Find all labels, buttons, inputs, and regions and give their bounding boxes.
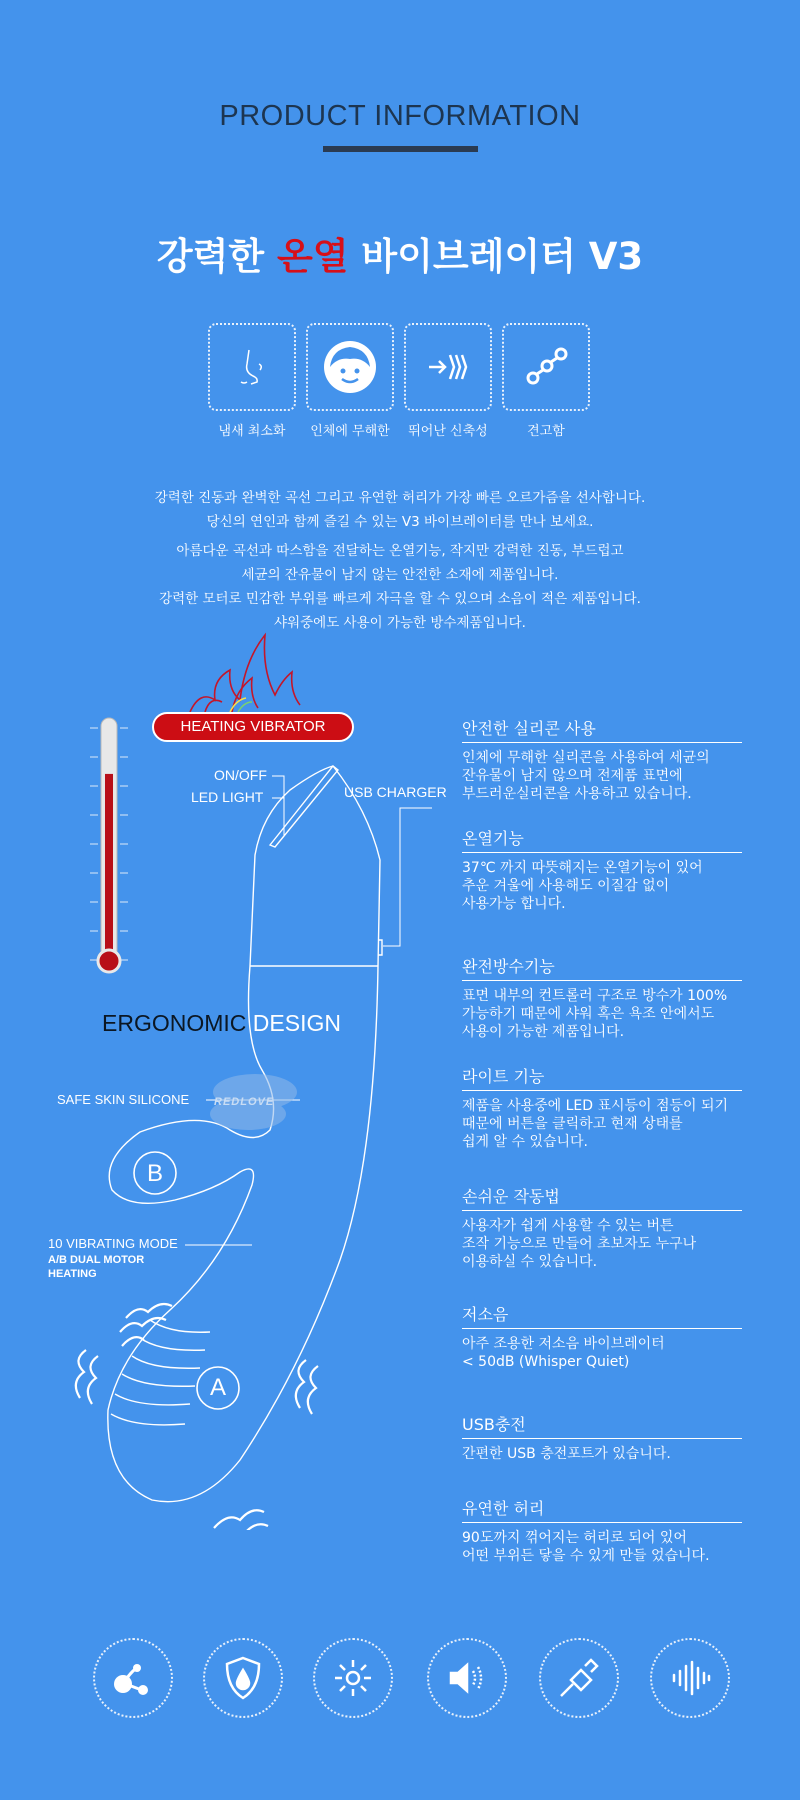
heating-label: HEATING <box>48 1268 97 1280</box>
flexible-joint-icon <box>93 1638 173 1718</box>
ergonomic-design-label <box>102 1010 341 1037</box>
section-title: PRODUCT INFORMATION <box>219 100 581 132</box>
heating-vibrator-badge: HEATING VIBRATOR <box>152 712 354 742</box>
feature-desc: 37℃ 까지 따뜻해지는 온열기능이 있어 추운 겨울에 사용해도 이질감 없이 사용가능 합니다. <box>462 860 703 912</box>
motor-b-marker: B <box>146 1160 163 1187</box>
feature-title: 손쉬운 작동법 <box>462 1184 742 1211</box>
flame-icon <box>190 635 300 712</box>
intro-line-4: 세균의 잔유물이 남지 않는 안전한 소재에 제품입니다. <box>241 567 559 583</box>
feature-heating <box>462 826 742 913</box>
feature-desc: 아주 조용한 저소음 바이브레이터 < 50dB (Whisper Quiet) <box>462 1336 665 1370</box>
feature-light <box>462 1064 742 1151</box>
feature-title: 라이트 기능 <box>462 1064 742 1091</box>
usb-plug-icon <box>539 1638 619 1718</box>
usb-charger-label: USB CHARGER <box>344 784 447 800</box>
thermometer-icon <box>98 718 120 972</box>
feature-label-3: 뛰어난 신축성 <box>408 424 488 439</box>
led-light-label: LED LIGHT <box>191 789 264 805</box>
intro-line-6: 샤워중에도 사용이 가능한 방수제품입니다. <box>274 615 526 631</box>
safe-skin-label: SAFE SKIN SILICONE <box>57 1092 190 1107</box>
section-title-underline <box>323 146 478 152</box>
feature-waterproof <box>462 954 742 1041</box>
intro-line-1: 강력한 진동과 완벽한 곡선 그리고 유연한 허리가 가장 빠른 오르가즘을 선사합니다. <box>154 490 646 506</box>
feature-title: 유연한 허리 <box>462 1496 742 1523</box>
feature-low-noise <box>462 1302 742 1371</box>
feature-easy-operation <box>462 1184 742 1271</box>
motor-a-marker: A <box>209 1374 226 1401</box>
intro-line-5: 강력한 모터로 민감한 부위를 빠르게 자극을 할 수 있으며 소음이 적은 제품입니다. <box>159 591 641 607</box>
feature-title: USB충전 <box>462 1412 742 1439</box>
feature-desc: 표면 내부의 컨트롤러 구조로 방수가 100% 가능하기 때문에 샤워 혹은 욕조 안에서도 사용이 가능한 제품입니다. <box>462 988 728 1040</box>
feature-title: 저소음 <box>462 1302 742 1329</box>
feature-silicone <box>462 716 742 803</box>
intro-line-2: 당신의 연인과 함께 즐길 수 있는 V3 바이브레이터를 만나 보세요. <box>206 514 594 530</box>
dual-motor-label: A/B DUAL MOTOR <box>48 1254 145 1266</box>
light-icon <box>313 1638 393 1718</box>
on-off-label: ON/OFF <box>214 767 267 783</box>
intro-line-3: 아름다운 곡선과 따스함을 전달하는 온열기능, 작지만 강력한 진동, 부드럽고 <box>176 543 624 559</box>
feature-title: 완전방수기능 <box>462 954 742 981</box>
feature-label-2: 인체에 무해한 <box>310 424 390 439</box>
feature-title: 안전한 실리콘 사용 <box>462 716 742 743</box>
feature-desc: 90도까지 꺾어지는 허리로 되어 있어 어떤 부위든 닿을 수 있게 만들 었습니다. <box>462 1530 710 1564</box>
ergonomic-word: ERGONOMIC <box>102 1010 247 1036</box>
feature-flexible <box>462 1496 742 1565</box>
feature-desc: 제품을 사용중에 LED 표시등이 점등이 되기 때문에 버튼을 클릭하고 현재 상태를 쉽게 알 수 있습니다. <box>462 1098 729 1150</box>
feature-desc: 인체에 무해한 실리콘을 사용하여 세균의 잔유물이 남지 않으며 전제품 표면에 부드러운실리콘을 사용하고 있습니다. <box>462 750 710 802</box>
waterproof-shield-icon <box>203 1638 283 1718</box>
nose-icon <box>208 323 296 411</box>
feature-usb <box>462 1412 742 1463</box>
title-suffix: 바이브레이터 V3 <box>348 235 644 278</box>
sound-wave-icon <box>650 1638 730 1718</box>
feature-desc: 사용자가 쉽게 사용할 수 있는 버튼 조작 기능으로 만들어 초보자도 누구나 이용하실 수 있습니다. <box>462 1218 697 1270</box>
elastic-arrow-icon <box>404 323 492 411</box>
title-prefix: 강력한 <box>156 235 277 278</box>
feature-desc: 간편한 USB 충전포트가 있습니다. <box>462 1446 671 1462</box>
smile-face-icon <box>306 323 394 411</box>
title-highlight: 온열 <box>277 235 349 278</box>
design-word: DESIGN <box>252 1010 341 1036</box>
vibrator-outline <box>108 766 382 1502</box>
feature-title: 온열기능 <box>462 826 742 853</box>
feature-label-4: 견고함 <box>527 424 565 439</box>
chain-link-icon <box>502 323 590 411</box>
watermark-text: REDLOVE <box>214 1096 275 1108</box>
product-title <box>0 226 800 280</box>
vibrating-mode-label: 10 VIBRATING MODE <box>48 1236 178 1251</box>
low-noise-speaker-icon <box>427 1638 507 1718</box>
feature-label-1: 냄새 최소화 <box>218 424 286 439</box>
